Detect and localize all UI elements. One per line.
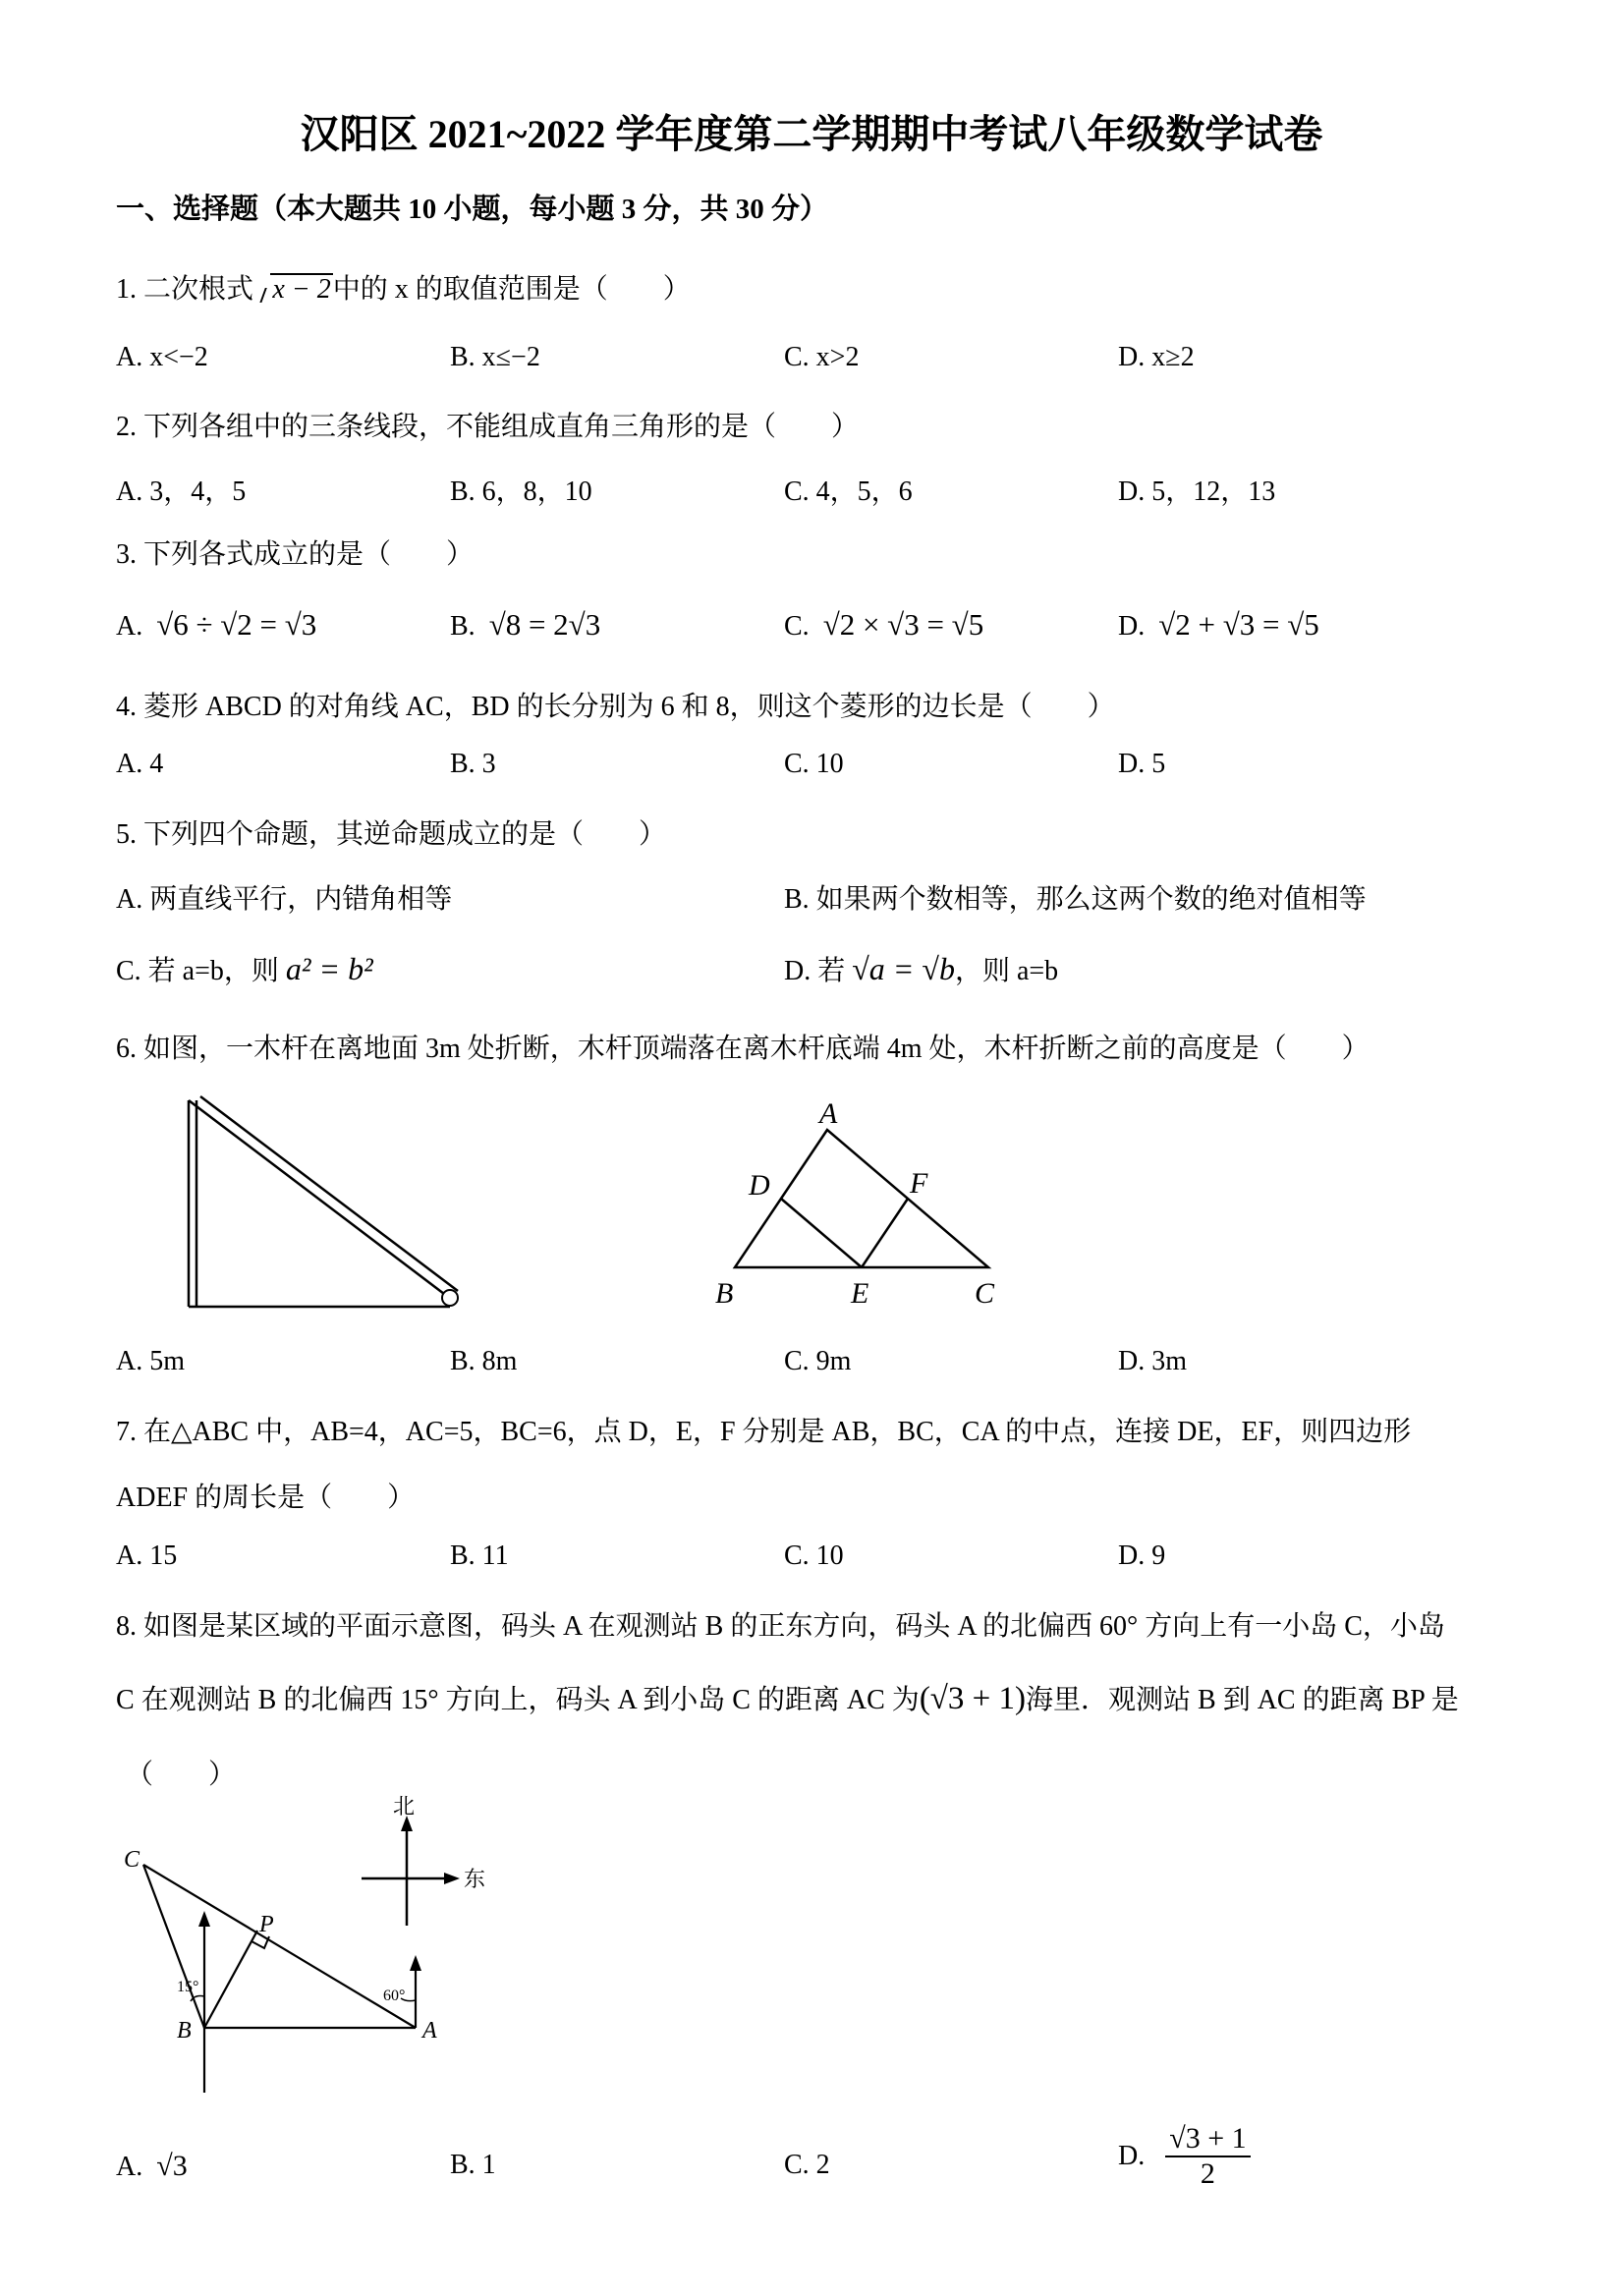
q6-option-d: D. 3m bbox=[1118, 1346, 1187, 1376]
broken-part-line-1 bbox=[189, 1100, 448, 1297]
q3-option-a: A. √6 ÷ √2 = √3 bbox=[116, 607, 317, 642]
segment-cb bbox=[143, 1865, 204, 2028]
segment-bp bbox=[204, 1931, 257, 2028]
label-b: B bbox=[177, 2018, 192, 2044]
q5-option-c: C. 若 a=b，则 a² = b² bbox=[116, 951, 373, 986]
q6-option-a: A. 5m bbox=[116, 1346, 185, 1376]
q6-option-b: B. 8m bbox=[450, 1346, 518, 1376]
q4-option-a: A. 4 bbox=[116, 749, 164, 779]
north-arrow-b bbox=[198, 1911, 210, 1927]
q3-option-d: D. √2 + √3 = √5 bbox=[1118, 607, 1319, 642]
q8-option-c: C. 2 bbox=[784, 2150, 830, 2180]
q1-pre: 1. 二次根式 bbox=[116, 274, 254, 305]
q5-option-d: D. 若 √a = √b，则 a=b bbox=[784, 951, 1059, 986]
segment-ca bbox=[143, 1865, 416, 2028]
q5-option-a: A. 两直线平行，内错角相等 bbox=[116, 884, 453, 915]
q1-option-c: C. x>2 bbox=[784, 342, 860, 372]
q8-option-a: A. √3 bbox=[116, 2150, 188, 2182]
angle-60-label: 60° bbox=[383, 1988, 406, 2004]
broken-part-line-2 bbox=[200, 1096, 458, 1291]
q3-expr-d: √2 + √3 = √5 bbox=[1158, 607, 1319, 642]
q1-option-b: B. x≤−2 bbox=[450, 342, 540, 372]
label-a: A bbox=[422, 2018, 437, 2044]
question-7-line-2: ADEF 的周长是（ ） bbox=[116, 1483, 416, 1513]
question-4: 4. 菱形 ABCD 的对角线 AC，BD 的长分别为 6 和 8，则这个菱形的边长是（ ） bbox=[116, 692, 1115, 722]
label-b: B bbox=[715, 1277, 734, 1310]
page-title: 汉阳区 2021~2022 学年度第二学期期中考试八年级数学试卷 bbox=[300, 112, 1323, 156]
q7-option-b: B. 11 bbox=[450, 1540, 509, 1571]
question-8-line-1: 8. 如图是某区域的平面示意图，码头 A 在观测站 B 的正东方向，码头 A 的北偏西 60° 方向上有一小岛 C，小岛 bbox=[116, 1611, 1445, 1642]
north-arrow-a bbox=[410, 1955, 421, 1971]
question-8-line-2: C 在观测站 B 的北偏西 15° 方向上，码头 A 到小岛 C 的距离 AC 为(√3 + 1)海里．观测站 B 到 AC 的距离 BP 是 bbox=[116, 1681, 1459, 1716]
q1-option-a: A. x<−2 bbox=[116, 342, 208, 372]
question-3: 3. 下列各式成立的是（ ） bbox=[116, 539, 475, 570]
label-p: P bbox=[259, 1912, 274, 1937]
question-1 bbox=[116, 267, 691, 307]
broken-pole-figure bbox=[177, 1089, 472, 1315]
compass-north-label: 北 bbox=[393, 1794, 416, 1819]
segment-de bbox=[781, 1199, 862, 1267]
q1-option-d: D. x≥2 bbox=[1118, 342, 1195, 372]
q8-a-expr: √3 bbox=[156, 2150, 188, 2182]
map-figure bbox=[116, 1794, 509, 2102]
label-c: C bbox=[124, 1847, 140, 1873]
q8-d-fraction: $\frac{√3 + 1}{2}$ bbox=[1165, 2122, 1250, 2191]
q3-expr-a: √6 ÷ √2 = √3 bbox=[156, 607, 317, 642]
q2-option-d: D. 5，12，13 bbox=[1118, 476, 1276, 507]
q5-c-expr: a² = b² bbox=[285, 951, 373, 986]
q8-option-d: D. $\frac{√3 + 1}{2}$ bbox=[1118, 2122, 1251, 2191]
q7-option-d: D. 9 bbox=[1118, 1540, 1166, 1571]
question-7-line-1: 7. 在△ABC 中，AB=4，AC=5，BC=6，点 D，E，F 分别是 AB，BC，CA 的中点，连接 DE，EF，则四边形 bbox=[116, 1417, 1412, 1447]
q2-option-c: C. 4，5，6 bbox=[784, 476, 913, 507]
q2-option-a: A. 3，4，5 bbox=[116, 476, 247, 507]
section-heading: 一、选择题（本大题共 10 小题，每小题 3 分，共 30 分） bbox=[116, 194, 829, 225]
pole-top-circle bbox=[442, 1290, 458, 1306]
q1-post: 中的 x 的取值范围是（ ） bbox=[332, 274, 691, 305]
question-8-line-3: （ ） bbox=[126, 1760, 237, 1790]
triangle-figure bbox=[707, 1089, 1022, 1316]
q3-option-b: B. √8 = 2√3 bbox=[450, 607, 601, 642]
q7-option-a: A. 15 bbox=[116, 1540, 178, 1571]
q1-radical: x − 2 bbox=[255, 273, 333, 306]
compass-east-arrow bbox=[444, 1873, 460, 1884]
label-a: A bbox=[819, 1097, 838, 1130]
triangle-abc bbox=[735, 1130, 988, 1267]
q2-option-b: B. 6，8，10 bbox=[450, 476, 592, 507]
label-e: E bbox=[851, 1277, 869, 1310]
question-2: 2. 下列各组中的三条线段，不能组成直角三角形的是（ ） bbox=[116, 412, 860, 442]
question-5: 5. 下列四个命题，其逆命题成立的是（ ） bbox=[116, 819, 667, 850]
label-c: C bbox=[975, 1277, 995, 1310]
q3-expr-b: √8 = 2√3 bbox=[488, 607, 601, 642]
q4-option-c: C. 10 bbox=[784, 749, 844, 779]
q6-option-c: C. 9m bbox=[784, 1346, 852, 1376]
q4-option-d: D. 5 bbox=[1118, 749, 1166, 779]
q3-option-c: C. √2 × √3 = √5 bbox=[784, 607, 984, 642]
angle-15-label: 15° bbox=[177, 1979, 199, 1995]
q8-option-b: B. 1 bbox=[450, 2150, 496, 2180]
question-6: 6. 如图，一木杆在离地面 3m 处折断，木杆顶端落在离木杆底端 4m 处，木杆折断之前的高度是（ ） bbox=[116, 1034, 1370, 1064]
label-d: D bbox=[749, 1169, 770, 1202]
compass-east-label: 东 bbox=[464, 1867, 486, 1891]
q5-option-b: B. 如果两个数相等，那么这两个数的绝对值相等 bbox=[784, 884, 1367, 915]
q3-expr-c: √2 × √3 = √5 bbox=[822, 607, 984, 642]
label-f: F bbox=[910, 1167, 928, 1200]
q8-ac-expr: (√3 + 1) bbox=[919, 1681, 1027, 1716]
segment-ef bbox=[862, 1199, 908, 1267]
q4-option-b: B. 3 bbox=[450, 749, 496, 779]
q7-option-c: C. 10 bbox=[784, 1540, 844, 1571]
q5-d-expr: √a = √b bbox=[852, 951, 955, 986]
